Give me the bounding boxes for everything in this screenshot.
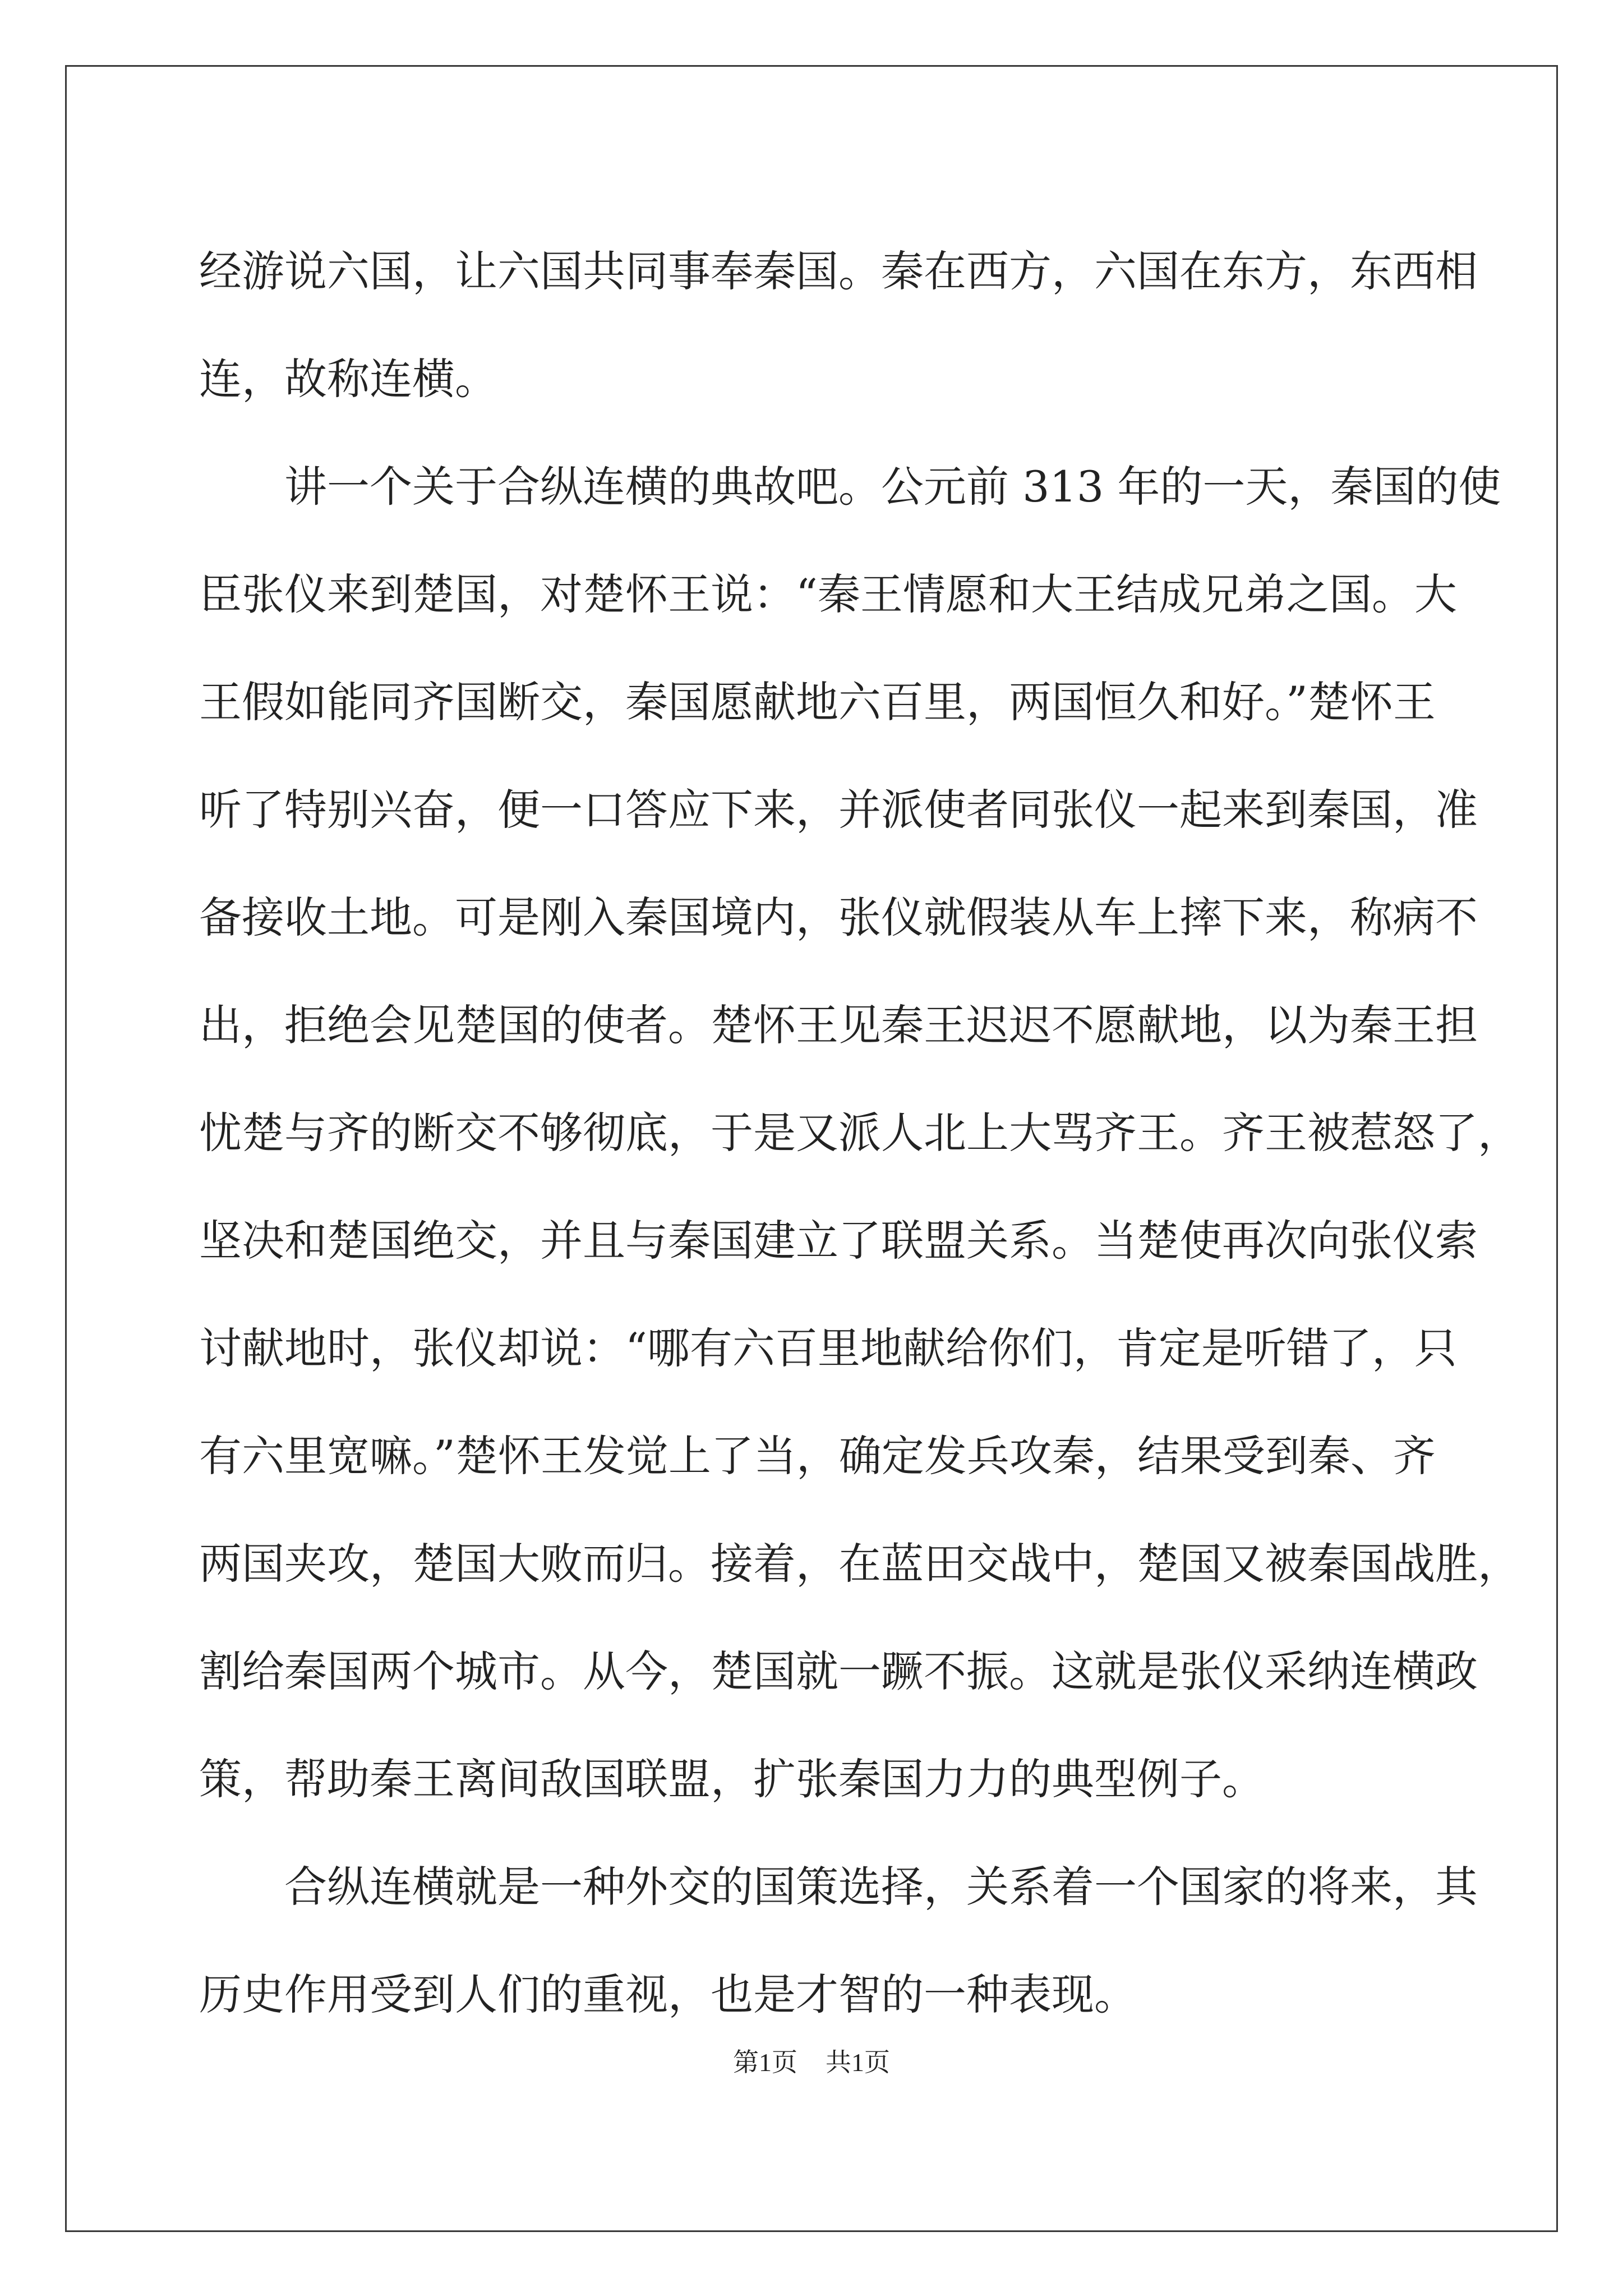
paragraph-1 [199, 218, 1478, 433]
text-line: 两国夹攻，楚国大败而归。接着，在蓝田交战中，楚国又被秦国战胜， [199, 1539, 1520, 1589]
page-footer [0, 2042, 1623, 2079]
page-number: 第1页 [733, 2048, 797, 2077]
text-line: 有六里宽嘛。”楚怀王发觉上了当，确定发兵攻秦，结果受到秦、齐 [199, 1431, 1436, 1481]
text-line: 割给秦国两个城市。从今，楚国就一蹶不振。这就是张仪采纳连横政 [199, 1646, 1478, 1696]
paragraph-3 [199, 1833, 1478, 2049]
text-line: 听了特别兴奋，便一口答应下来，并派使者同张仪一起来到秦国，准 [199, 785, 1478, 835]
text-line: 历史作用受到人们的重视，也是才智的一种表现。 [199, 1970, 1137, 2019]
text-line: 策，帮助秦王离间敌国联盟，扩张秦国力力的典型例子。 [199, 1754, 1265, 1804]
page-total: 共1页 [826, 2048, 890, 2077]
text-line: 合纵连横就是一种外交的国策选择，关系着一个国家的将来，其 [284, 1862, 1478, 1912]
document-body [199, 218, 1520, 2049]
text-line: 经游说六国，让六国共同事奉秦国。秦在西方，六国在东方，东西相 [199, 246, 1478, 296]
text-line: 忧楚与齐的断交不够彻底，于是又派人北上大骂齐王。齐王被惹怒了， [199, 1108, 1520, 1158]
text-line: 臣张仪来到楚国，对楚怀王说：“秦王情愿和大王结成兄弟之国。大 [199, 569, 1457, 619]
text-line: 出，拒绝会见楚国的使者。楚怀王见秦王迟迟不愿献地，以为秦王担 [199, 1000, 1478, 1050]
text-line: 坚决和楚国绝交，并且与秦国建立了联盟关系。当楚使再次向张仪索 [199, 1216, 1478, 1266]
paragraph-2 [199, 433, 1520, 1833]
text-line: 讲一个关于合纵连横的典故吧。公元前 313 年的一天，秦国的使 [284, 462, 1501, 512]
text-line: 王假如能同齐国断交，秦国愿献地六百里，两国恒久和好。”楚怀王 [199, 677, 1436, 727]
text-line: 讨献地时，张仪却说：“哪有六百里地献给你们，肯定是听错了，只 [199, 1323, 1457, 1373]
text-line: 连，故称连横。 [199, 354, 497, 404]
text-line: 备接收土地。可是刚入秦国境内，张仪就假装从车上摔下来，称病不 [199, 892, 1478, 942]
